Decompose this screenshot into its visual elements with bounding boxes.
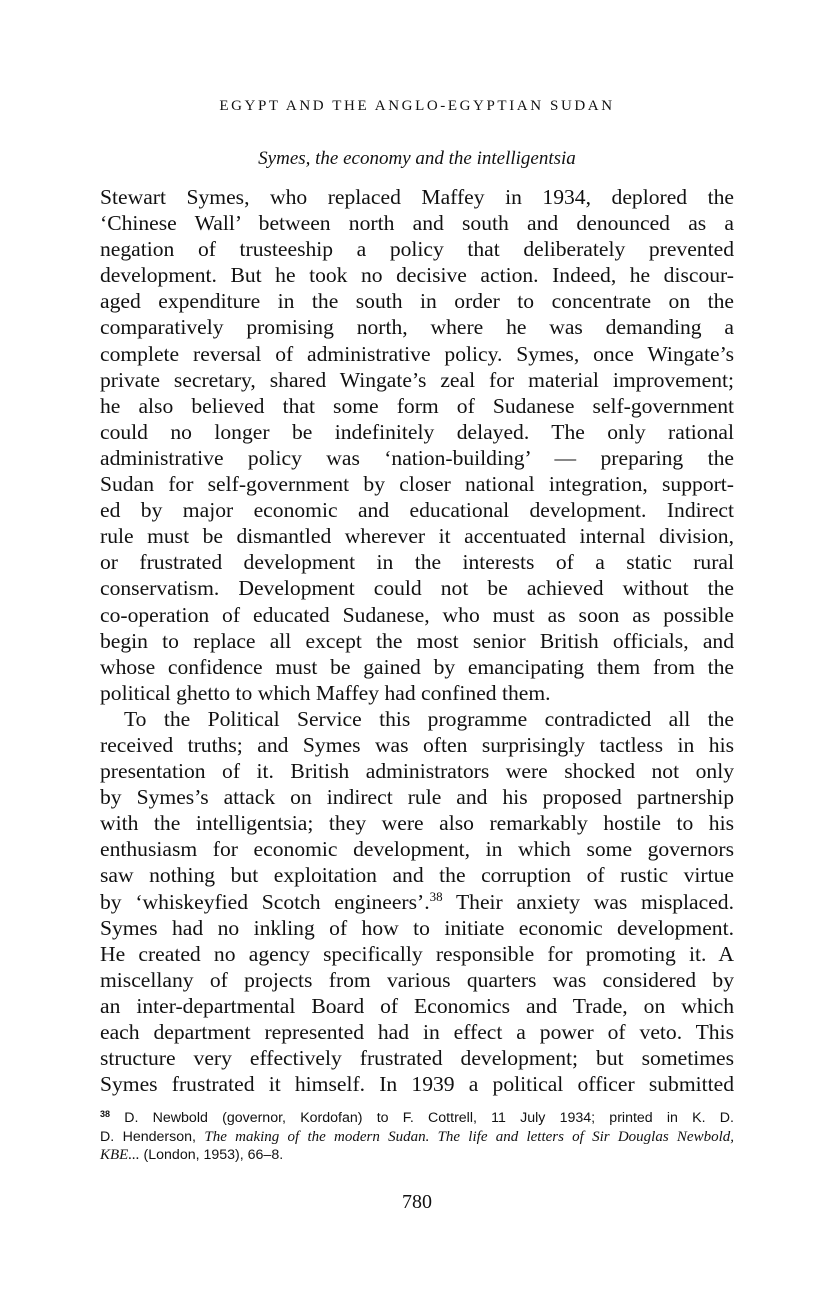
- body-line: saw nothing but exploitation and the corruption of rustic virtue: [100, 863, 734, 888]
- body-line-segment: Their anxiety was misplaced.: [442, 889, 734, 914]
- body-line: aged expenditure in the south in order to concentrate on the: [100, 289, 734, 314]
- footnote-line: [100, 1128, 734, 1147]
- footnote-marker: 38: [100, 1109, 111, 1119]
- running-head: EGYPT AND THE ANGLO-EGYPTIAN SUDAN: [219, 98, 615, 114]
- body-line: administrative policy was ‘nation-building’ — preparing the: [100, 445, 734, 470]
- body-line: ‘Chinese Wall’ between north and south and denounced as a: [100, 211, 734, 236]
- body-line: To the Political Service this programme contradicted all the: [124, 706, 734, 731]
- body-line: political ghetto to which Maffey had confined them.: [100, 680, 551, 705]
- body-line-segment: by ‘whiskeyfied Scotch engineers’.: [100, 889, 430, 914]
- footnote-text: (London, 1953), 66–8.: [139, 1147, 284, 1163]
- body-line: enthusiasm for economic development, in which some governors: [100, 837, 734, 862]
- body-line: He created no agency specifically responsible for promoting it. A: [100, 941, 734, 966]
- footnote-book-title-cont: KBE...: [100, 1147, 140, 1163]
- body-line: whose confidence must be gained by emancipating them from the: [100, 654, 734, 679]
- body-line: Stewart Symes, who replaced Maffey in 1934, deplored the: [100, 185, 734, 209]
- footnote-line: [100, 1105, 734, 1128]
- body-line: co-operation of educated Sudanese, who must as soon as possible: [100, 602, 734, 627]
- body-line: Sudan for self-government by closer national integration, support-: [100, 472, 734, 497]
- body-line: with the intelligentsia; they were also remarkably hostile to his: [100, 811, 734, 836]
- body-line: by Symes’s attack on indirect rule and his proposed partnership: [100, 785, 734, 810]
- body-line: rule must be dismantled wherever it accentuated internal division,: [100, 524, 734, 549]
- body-text: [100, 184, 734, 1097]
- body-line: ed by major economic and educational development. Indirect: [100, 498, 734, 523]
- body-line: development. But he took no decisive action. Indeed, he discour-: [100, 263, 734, 288]
- section-heading: Symes, the economy and the intelligentsia: [258, 148, 576, 169]
- body-line: conservatism. Development could not be achieved without the: [100, 576, 734, 601]
- body-line: complete reversal of administrative policy. Symes, once Wingate’s: [100, 341, 734, 366]
- footnote-line: [100, 1146, 734, 1165]
- body-line: presentation of it. British administrators were shocked not only: [100, 759, 734, 784]
- footnote-reference[interactable]: 38: [429, 888, 443, 904]
- body-line: negation of trusteeship a policy that deliberately prevented: [100, 237, 734, 262]
- body-line: each department represented had in effect a power of veto. This: [100, 1020, 734, 1044]
- footnote-book-title: The making of the modern Sudan. The life and letters of Sir Douglas Newbold,: [204, 1128, 734, 1145]
- body-line: could no longer be indefinitely delayed. The only rational: [100, 419, 734, 444]
- body-line: Symes frustrated it himself. In 1939 a political officer submitted: [100, 1072, 734, 1097]
- footnote: [100, 1105, 734, 1165]
- body-line: private secretary, shared Wingate’s zeal for material improvement;: [100, 367, 734, 392]
- body-line: he also believed that some form of Sudanese self-government: [100, 393, 734, 418]
- body-line-with-footnote-ref: [100, 889, 734, 915]
- body-line: an inter-departmental Board of Economics and Trade, on which: [100, 993, 734, 1018]
- body-line: comparatively promising north, where he was demanding a: [100, 315, 734, 340]
- body-line: miscellany of projects from various quarters was considered by: [100, 967, 734, 992]
- body-line: or frustrated development in the interests of a static rural: [100, 550, 734, 575]
- body-line: received truths; and Symes was often surprisingly tactless in his: [100, 732, 734, 757]
- body-line: Symes had no inkling of how to initiate economic development.: [100, 915, 734, 940]
- page-number: 780: [402, 1191, 432, 1213]
- body-line: structure very effectively frustrated development; but sometimes: [100, 1046, 734, 1071]
- footnote-text: D. Henderson,: [100, 1128, 205, 1145]
- body-line: begin to replace all except the most senior British officials, and: [100, 628, 734, 653]
- footnote-text: D. Newbold (governor, Kordofan) to F. Cottrell, 11 July 1934; printed in K. D.: [110, 1110, 734, 1126]
